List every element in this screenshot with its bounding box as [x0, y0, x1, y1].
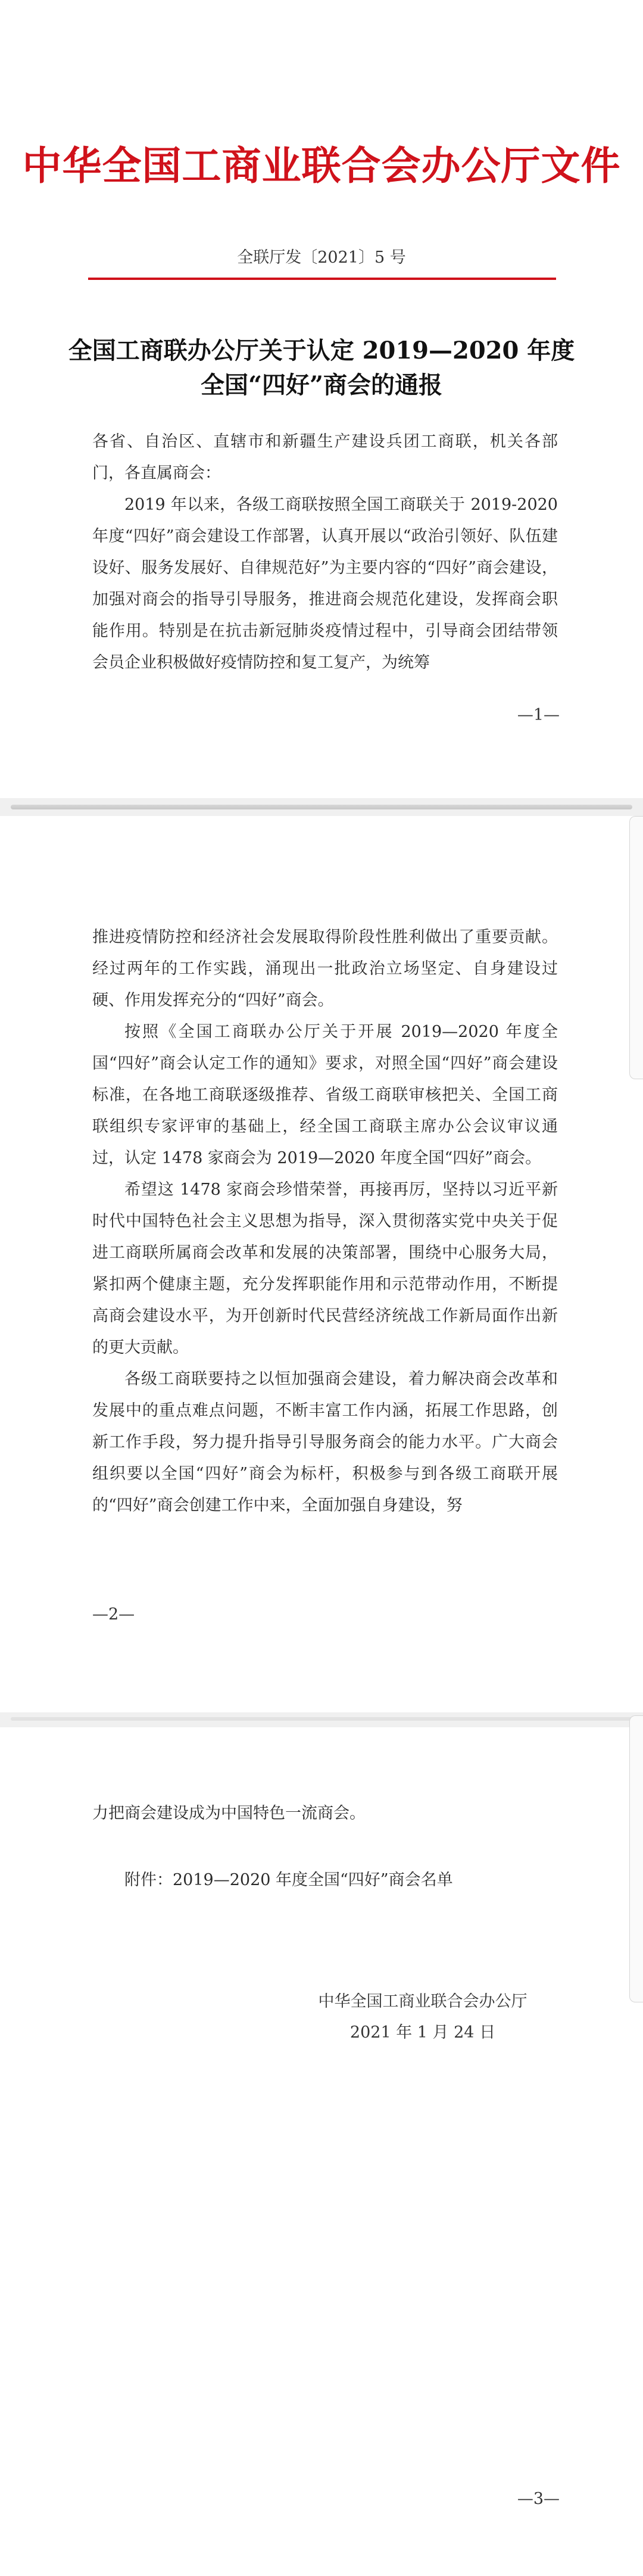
attachment-block [92, 1864, 558, 1896]
page-2-body [92, 921, 558, 1521]
body-paragraph: 按照《全国工商联办公厅关于开展 2019—2020 年度全国“四好”商会认定工作的通知》要求，对照全国“四好”商会建设标准，在各地工商联逐级推荐、省级工商联审核把关、全国工商联组织专家评审的基础上，经全国工商联主席办公会议审议通过，认定 1478 家商会为 2019—2020 年度全国“四好”商会。 [92, 1023, 558, 1167]
page-1-body [92, 426, 558, 678]
page-edge-tab [629, 816, 643, 1079]
red-divider-line [88, 278, 556, 280]
page-separator [0, 1712, 643, 1727]
attachment-line: 附件：2019—2020 年度全国“四好”商会名单 [124, 1871, 453, 1889]
notice-title [0, 334, 643, 403]
document-page-3 [0, 1727, 643, 2576]
notice-title-line-1: 全国工商联办公厅关于认定 2019—2020 年度 [68, 337, 575, 365]
document-header-title: 中华全国工商业联合会办公厅文件 [22, 143, 621, 189]
signature-organization: 中华全国工商业联合会办公厅 [318, 1992, 527, 2011]
page-number: —1— [517, 706, 560, 724]
body-paragraph: 力把商会建设成为中国特色一流商会。 [92, 1804, 366, 1823]
body-paragraph: 推进疫情防控和经济社会发展取得阶段性胜利做出了重要贡献。经过两年的工作实践，涌现出一批政治立场坚定、自身建设过硬、作用发挥充分的“四好”商会。 [92, 928, 558, 1010]
addressee: 各省、自治区、直辖市和新疆生产建设兵团工商联，机关各部门，各直属商会： [92, 432, 558, 482]
body-paragraph: 各级工商联要持之以恒加强商会建设，着力解决商会改革和发展中的重点难点问题，不断丰富工作内涵，拓展工作思路，创新工作手段，努力提升指导引导服务商会的能力水平。广大商会组织要以全国“四好”商会为标杆，积极参与到各级工商联开展的“四好”商会创建工作中来，全面加强自身建设，努 [92, 1370, 558, 1515]
page-3-body [92, 1798, 558, 1829]
page-edge-tab [629, 1715, 643, 2002]
body-paragraph: 2019 年以来，各级工商联按照全国工商联关于 2019-2020 年度“四好”商会建设工作部署，认真开展以“政治引领好、队伍建设好、服务发展好、自律规范好”为主要内容的“四好”商会建设，加强对商会的指导引导服务，推进商会规范化建设，发挥商会职能作用。特别是在抗击新冠肺炎疫情过程中，引导商会团结带领会员企业积极做好疫情防控和复工复产，为统筹 [92, 496, 558, 672]
page-separator [0, 798, 643, 816]
signature-date: 2021 年 1 月 24 日 [349, 2023, 496, 2042]
page-number: —2— [92, 1605, 135, 1624]
document-page-1 [0, 0, 643, 798]
document-number: 全联厅发〔2021〕5 号 [237, 248, 406, 267]
document-page-2 [0, 816, 643, 1712]
notice-title-line-2: 全国“四好”商会的通报 [200, 371, 442, 399]
page-number: —3— [517, 2490, 560, 2508]
body-paragraph: 希望这 1478 家商会珍惜荣誉，再接再厉，坚持以习近平新时代中国特色社会主义思想为指导，深入贯彻落实党中央关于促进工商联所属商会改革和发展的决策部署，围绕中心服务大局，紧扣两个健康主题，充分发挥职能作用和示范带动作用，不断提高商会建设水平，为开创新时代民营经济统战工作新局面作出新的更大贡献。 [92, 1180, 558, 1357]
